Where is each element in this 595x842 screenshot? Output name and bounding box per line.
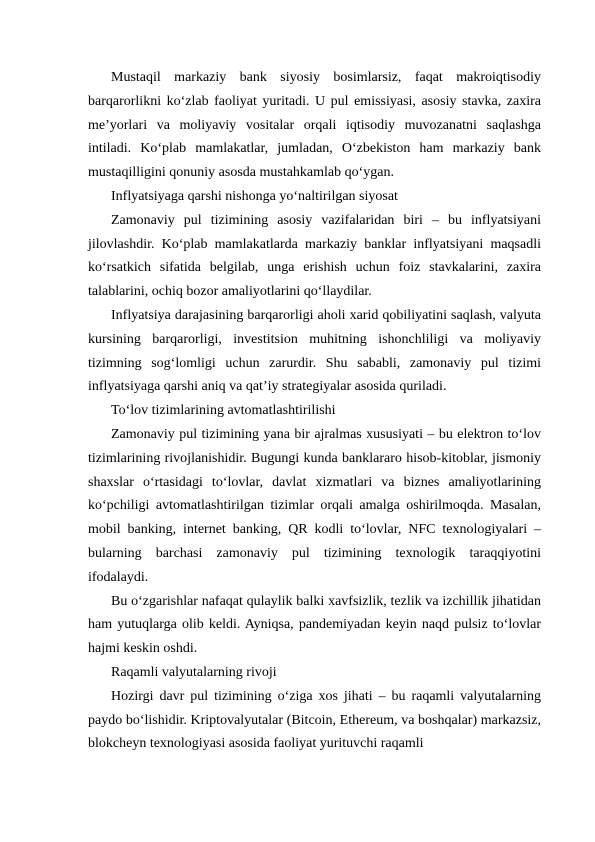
- paragraph-inflation-stability: Inflyatsiya darajasining barqarorligi aholi xarid qobiliyatini saqlash, valyuta kursining barqarorligi, investitsion muhitning ishonchliligi va moliyaviy tizimning sog‘lomligi uchun zarurdir. Shu sababli, zamonaviy pul tizimi inflyatsiyaga qarshi aniq va qat’iy strategiyalar asosida quriladi.: [88, 307, 541, 395]
- heading-inflation-targeting: Inflyatsiyaga qarshi nishonga yo‘naltirilgan siyosat: [111, 188, 398, 204]
- paragraph-payment-benefits: Bu o‘zgarishlar nafaqat qulaylik balki xavfsizlik, tezlik va izchillik jihatidan ham yutuqlarga olib keldi. Ayniqsa, pandemiyadan keyin naqd pulsiz to‘lovlar hajmi keskin oshdi.: [88, 593, 541, 657]
- heading-payment-automation: To‘lov tizimlarining avtomatlashtirilishi: [111, 403, 336, 419]
- paragraph-digital-currencies: Hozirgi davr pul tizimining o‘ziga xos jihati – bu raqamli valyutalarning paydo bo‘lishidir. Kriptovalyutalar (Bitcoin, Ethereum, va boshqalar) markazsiz, blokcheyn texnologiyasi asosida faoliyat yurituvchi raqamli: [88, 688, 541, 752]
- paragraph-central-bank-independence: Mustaqil markaziy bank siyosiy bosimlarsiz, faqat makroiqtisodiy barqarorlikni ko‘zlab faoliyat yuritadi. U pul emissiyasi, asosiy stavka, zaxira me’yorlari va moliyaviy vositalar orqali iqtisodiy muvozanatni saqlashga intiladi. Ko‘plab mamlakatlar, jumladan, O‘zbekiston ham markaziy bank mustaqilligini qonuniy asosda mustahkamlab qo‘ygan.: [88, 70, 541, 181]
- heading-digital-currencies: Raqamli valyutalarning rivoji: [111, 664, 277, 680]
- paragraph-electronic-payments: Zamonaviy pul tizimining yana bir ajralmas xususiyati – bu elektron to‘lov tizimlarining rivojlanishidir. Bugungi kunda banklararo hisob-kitoblar, jismoniy shaxslar o‘rtasidagi to‘lovlar, davlat xizmatlari va biznes amaliyotlarining ko‘pchiligi avtomatlashtirilgan tizimlar orqali amalga oshirilmoqda. Masalan, mobil banking, internet banking, QR kodli to‘lovlar, NFC texnologiyalari – bularning barchasi zamonaviy pul tizimining texnologik taraqqiyotini ifodalaydi.: [88, 426, 541, 585]
- paragraph-inflation-control: Zamonaviy pul tizimining asosiy vazifalaridan biri – bu inflyatsiyani jilovlashdir. Ko‘plab mamlakatlarda markaziy banklar inflyatsiyani maqsadli ko‘rsatkich sifatida belgilab, unga erishish uchun foiz stavkalarini, zaxira talablarini, ochiq bozor amaliyotlarini qo‘llaydilar.: [88, 212, 541, 300]
